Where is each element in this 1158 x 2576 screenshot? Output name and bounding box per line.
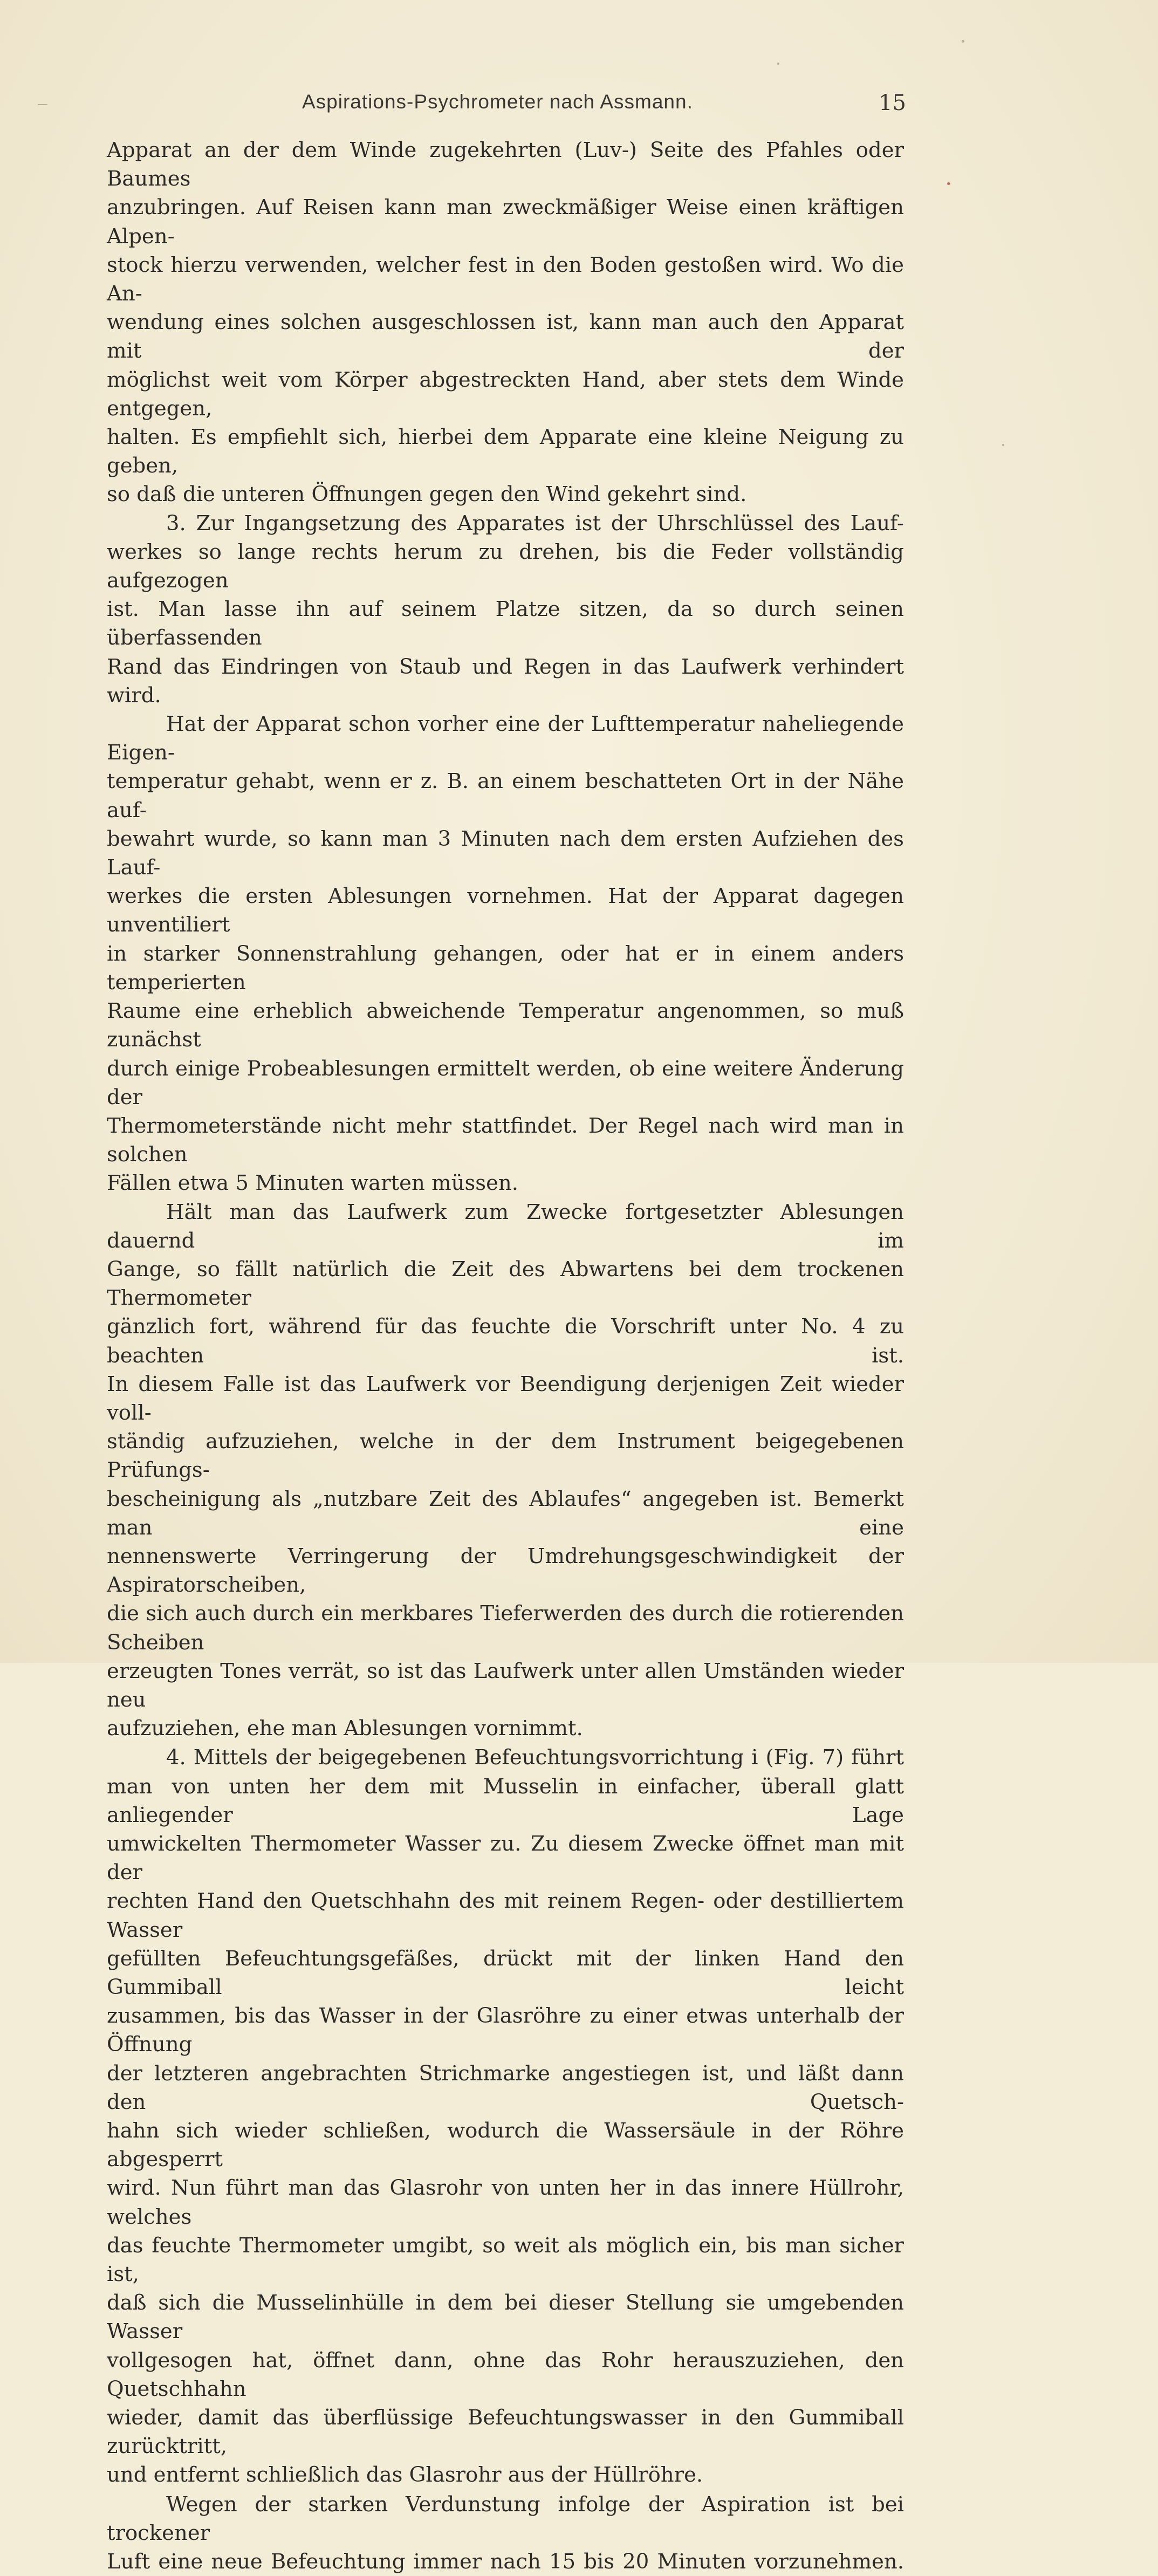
text-line: Hält man das Laufwerk zum Zwecke fortgesetzter Ablesungen dauernd im	[107, 1200, 904, 1253]
text-line: Fällen etwa 5 Minuten warten müssen.	[107, 1171, 519, 1196]
text-line: erzeugten Tones verrät, so ist das Laufwerk unter allen Umständen wieder neu	[107, 1659, 904, 1712]
running-title: Aspirations-Psychrometer nach Assmann.	[302, 91, 693, 113]
text-line: nennenswerte Verringerung der Umdrehungsgeschwindigkeit der Aspiratorscheiben,	[107, 1544, 904, 1598]
paper-speck	[1002, 444, 1004, 446]
paper-speck	[947, 182, 950, 185]
text-line: wird. Nun führt man das Glasrohr von unten her in das innere Hüllrohr, welches	[107, 2176, 904, 2229]
text-line: gänzlich fort, während für das feuchte die Vorschrift unter No. 4 zu beachten ist.	[107, 1314, 904, 1368]
text-line: Wegen der starken Verdunstung infolge der Aspiration ist bei trockener	[107, 2492, 904, 2545]
text-line: gefüllten Befeuchtungsgefäßes, drückt mit der linken Hand den Gummiball leicht	[107, 1946, 904, 1999]
text-line: durch einige Probeablesungen ermittelt werden, ob eine weitere Änderung der	[107, 1056, 904, 1109]
page-number: 15	[879, 91, 906, 115]
text-line: umwickelten Thermometer Wasser zu. Zu diesem Zwecke öffnet man mit der	[107, 1831, 904, 1885]
text-line: halten. Es empfiehlt sich, hierbei dem Apparate eine kleine Neigung zu geben,	[107, 425, 904, 478]
text-line: Apparat an der dem Winde zugekehrten (Luv-) Seite des Pfahles oder Baumes	[107, 138, 904, 191]
text-line: werkes so lange rechts herum zu drehen, bis die Feder vollständig aufgezogen	[107, 539, 904, 593]
text-line: hahn sich wieder schließen, wodurch die Wassersäule in der Röhre abgesperrt	[107, 2119, 904, 2172]
text-line: Rand das Eindringen von Staub und Regen in das Laufwerk verhindert wird.	[107, 654, 904, 708]
paragraph	[107, 136, 904, 509]
paragraph	[107, 1743, 904, 2489]
paper-speck	[962, 40, 964, 43]
text-line: werkes die ersten Ablesungen vornehmen. Hat der Apparat dagegen unventiliert	[107, 884, 904, 937]
text-line: der letzteren angebrachten Strichmarke angestiegen ist, und läßt dann den Quetsch-	[107, 2061, 904, 2114]
text-line: wendung eines solchen ausgeschlossen ist, kann man auch den Apparat mit der	[107, 310, 904, 364]
text-line: temperatur gehabt, wenn er z. B. an einem beschatteten Ort in der Nähe auf-	[107, 769, 904, 823]
text-line: bescheinigung als „nutzbare Zeit des Ablaufes“ angegeben ist. Bemerkt man eine	[107, 1486, 904, 1540]
text-line: vollgesogen hat, öffnet dann, ohne das Rohr herauszuziehen, den Quetschhahn	[107, 2348, 904, 2401]
text-line: zusammen, bis das Wasser in der Glasröhre zu einer etwas unterhalb der Öffnung	[107, 2004, 904, 2057]
text-line: rechten Hand den Quetschhahn des mit reinem Regen- oder destilliertem Wasser	[107, 1889, 904, 1942]
text-line: die sich auch durch ein merkbares Tieferwerden des durch die rotierenden Scheiben	[107, 1601, 904, 1655]
text-line: das feuchte Thermometer umgibt, so weit als möglich ein, bis man sicher ist,	[107, 2233, 904, 2287]
paragraph	[107, 710, 904, 1197]
text-line: stock hierzu verwenden, welcher fest in den Boden gestoßen wird. Wo die An-	[107, 252, 904, 306]
text-line: In diesem Falle ist das Laufwerk vor Beendigung derjenigen Zeit wieder voll-	[107, 1372, 904, 1425]
text-line: Raume eine erheblich abweichende Temperatur angenommen, so muß zunächst	[107, 999, 904, 1052]
body-text	[107, 136, 904, 2576]
text-line: Gange, so fällt natürlich die Zeit des Abwartens bei dem trockenen Thermometer	[107, 1257, 904, 1311]
text-line: 4. Mittels der beigegebenen Befeuchtungsvorrichtung i (Fig. 7) führt	[166, 1745, 904, 1770]
paper-speck	[777, 63, 779, 65]
text-line: und entfernt schließlich das Glasrohr aus der Hüllröhre.	[107, 2463, 703, 2488]
text-line: aufzuziehen, ehe man Ablesungen vornimmt.	[107, 1716, 583, 1741]
text-line: Hat der Apparat schon vorher eine der Lufttemperatur naheliegende Eigen-	[107, 712, 904, 765]
text-line: möglichst weit vom Körper abgestreckten Hand, aber stets dem Winde entgegen,	[107, 367, 904, 421]
text-line: wieder, damit das überflüssige Befeuchtungswasser in den Gummiball zurücktritt,	[107, 2406, 904, 2459]
text-line: 3. Zur Ingangsetzung des Apparates ist der Uhrschlüssel des Lauf-	[166, 511, 904, 536]
text-line: in starker Sonnenstrahlung gehangen, oder hat er in einem anders temperierten	[107, 941, 904, 995]
text-line: Luft eine neue Befeuchtung immer nach 15 bis 20 Minuten vorzunehmen.	[107, 2550, 904, 2574]
paragraph	[107, 1198, 904, 1743]
text-line: Thermometerstände nicht mehr stattfindet. Der Regel nach wird man in solchen	[107, 1113, 904, 1167]
text-line: ist. Man lasse ihn auf seinem Platze sitzen, da so durch seinen überfassenden	[107, 597, 904, 650]
paragraph	[107, 509, 904, 710]
paragraph	[107, 2490, 904, 2576]
text-line: so daß die unteren Öffnungen gegen den Wind gekehrt sind.	[107, 482, 747, 507]
text-line: daß sich die Musselinhülle in dem bei dieser Stellung sie umgebenden Wasser	[107, 2291, 904, 2344]
paper-speck	[38, 104, 47, 105]
text-line: ständig aufzuziehen, welche in der dem Instrument beigegebenen Prüfungs-	[107, 1429, 904, 1483]
page-header	[108, 91, 906, 123]
text-line: man von unten her dem mit Musselin in einfacher, überall glatt anliegender Lage	[107, 1774, 904, 1827]
text-line: anzubringen. Auf Reisen kann man zweckmäßiger Weise einen kräftigen Alpen-	[107, 195, 904, 249]
text-line: bewahrt wurde, so kann man 3 Minuten nach dem ersten Aufziehen des Lauf-	[107, 826, 904, 880]
